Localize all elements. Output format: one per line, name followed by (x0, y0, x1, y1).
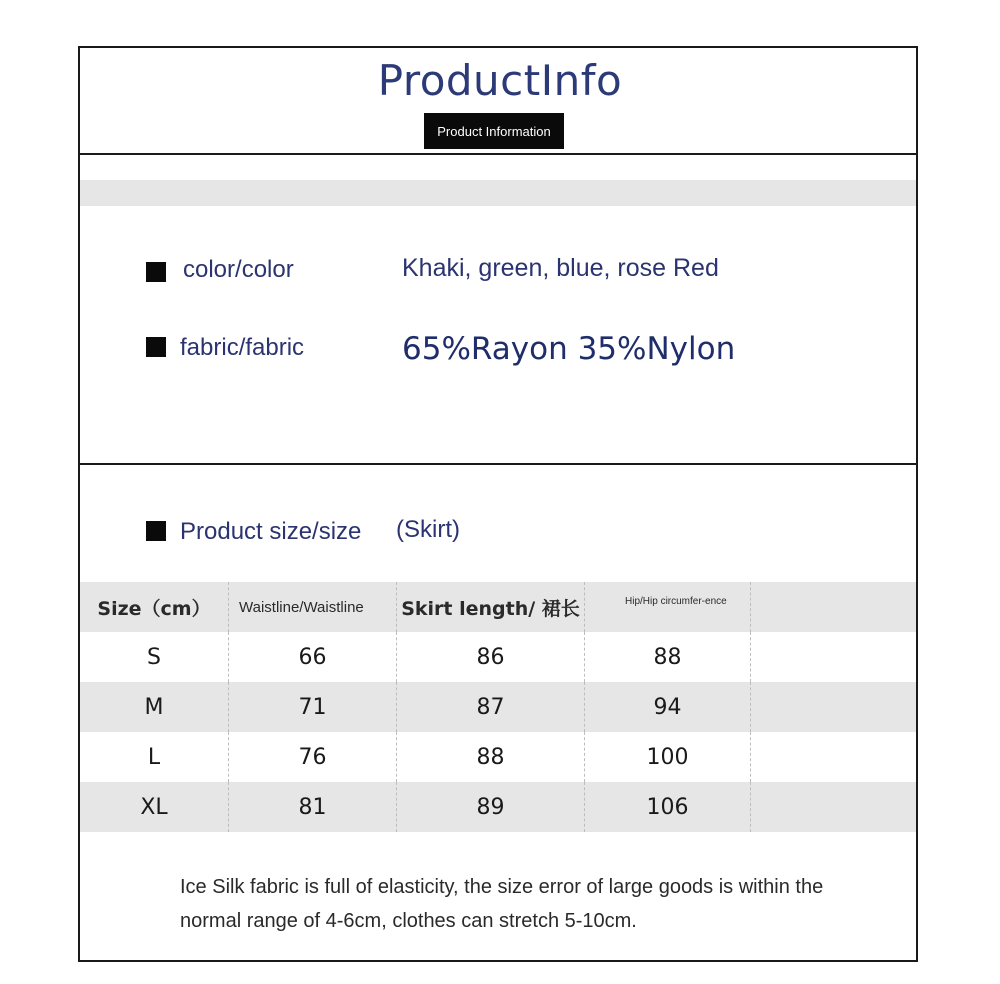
fabric-value: 65%Rayon 35%Nylon (402, 331, 736, 367)
cell-hip: 94 (584, 682, 750, 732)
page-title: ProductInfo (377, 56, 623, 105)
header-empty (750, 582, 916, 632)
fabric-note: Ice Silk fabric is full of elasticity, the size error of large goods is within the normal range of 4-6cm, clothes can stretch 5-10cm. (180, 876, 824, 932)
cell-size: S (147, 644, 161, 670)
table-header-row (80, 582, 916, 632)
cell-hip: 88 (584, 632, 750, 682)
cell-skirt-length: 89 (396, 782, 584, 832)
cell-empty (750, 682, 916, 732)
table-row (80, 682, 916, 732)
cell-empty (750, 632, 916, 682)
cell-empty (750, 782, 916, 832)
cell-size: XL (140, 794, 168, 820)
cell-waistline: 66 (228, 632, 396, 682)
bullet-square-icon (146, 262, 166, 282)
page-subtitle: Product Information (424, 113, 564, 149)
size-section-label: Product size/size (180, 518, 362, 545)
cell-skirt-length: 86 (396, 632, 584, 682)
cell-skirt-length: 87 (396, 682, 584, 732)
cell-skirt-length: 88 (396, 732, 584, 782)
table-row (80, 632, 916, 682)
table-row (80, 782, 916, 832)
cell-size: M (144, 694, 164, 720)
cell-waistline: 71 (228, 682, 396, 732)
bullet-square-icon (146, 521, 166, 541)
cell-hip: 106 (584, 782, 750, 832)
bullet-square-icon (146, 337, 166, 357)
cell-empty (750, 732, 916, 782)
size-section-note: (Skirt) (396, 516, 460, 543)
color-value: Khaki, green, blue, rose Red (402, 254, 719, 282)
fabric-label: fabric/fabric (180, 334, 305, 361)
size-table (80, 582, 916, 832)
header-hip: Hip/Hip circumfer-ence (584, 582, 750, 632)
cell-size: L (147, 744, 161, 770)
cell-waistline: 81 (228, 782, 396, 832)
header-size: Size（cm） (97, 597, 211, 620)
color-label: color/color (183, 256, 294, 283)
header-divider (78, 153, 918, 155)
cell-waistline: 76 (228, 732, 396, 782)
cell-hip: 100 (584, 732, 750, 782)
decorative-band (80, 180, 916, 206)
header-skirt-length: Skirt length/ 裙长 (396, 582, 584, 632)
table-row (80, 732, 916, 782)
section-divider (78, 463, 918, 465)
header-waistline: Waistline/Waistline (228, 582, 396, 632)
